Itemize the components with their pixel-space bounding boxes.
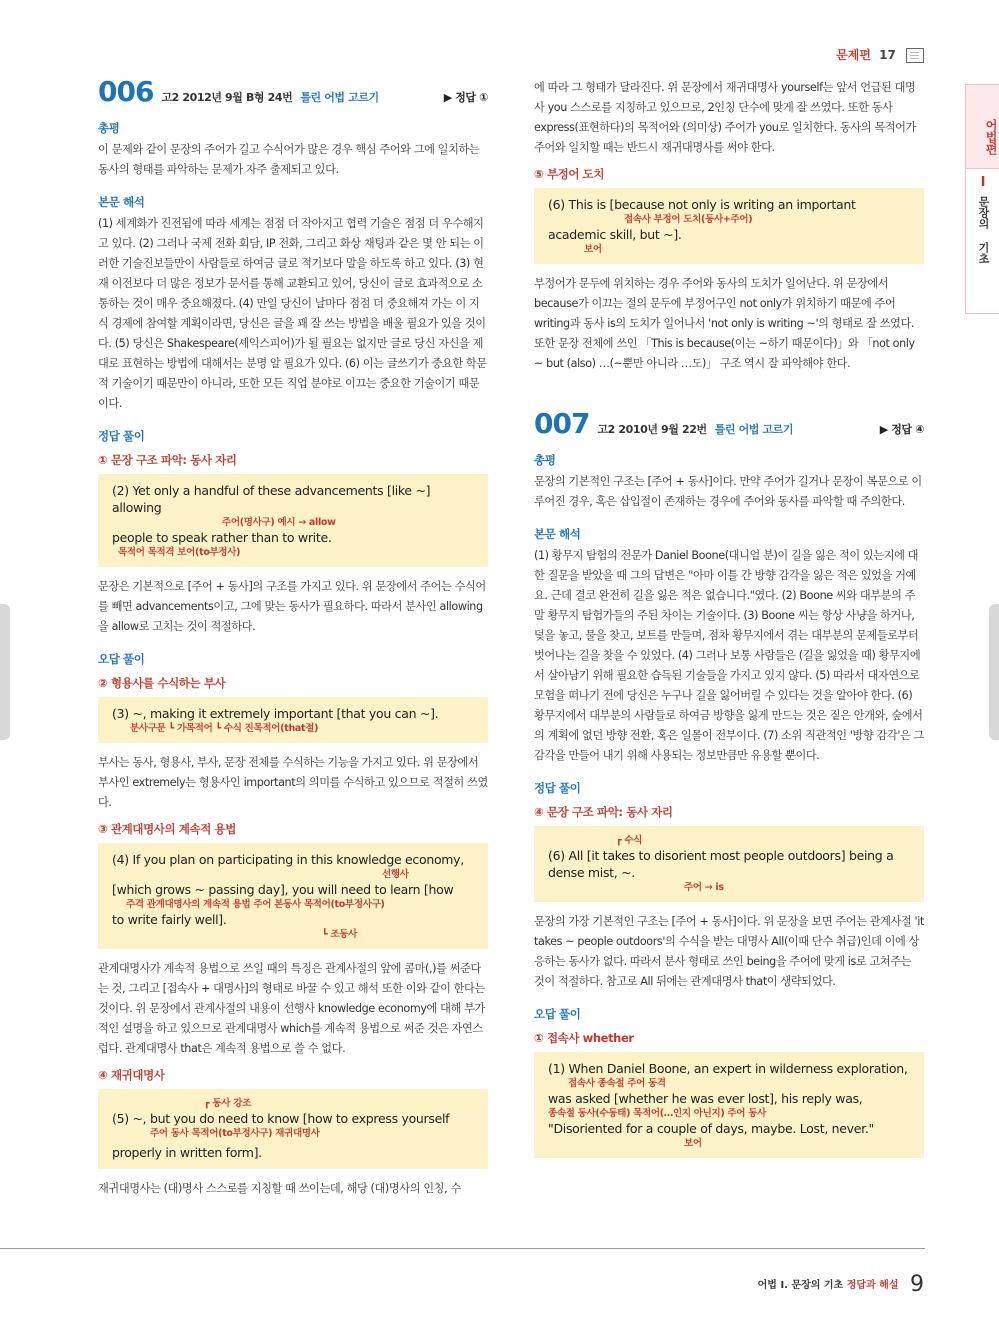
example-line: (6) All [it takes to disorient most people outdoors] being a	[548, 848, 894, 863]
example-box-7	[534, 826, 924, 902]
example-box-1	[534, 1052, 924, 1158]
w4-text-continued: 에 따라 그 형태가 달라진다. 위 문장에서 재귀대명사 yourself는 앞서 언급된 대명사 you 스스로를 지칭하고 있으므로, 2인칭 단수에 맞게 잘 쓰였다. 또한 동사 express(표현하다)의 목적어와 (의미상) 주어가 you로 일치한다. 동사의 목적어가 주어와 일치할 때는 반드시 재귀대명사를 써야 한다.	[534, 81, 916, 154]
example-labels: 주어 동사 목적어(to부정사구) 재귀대명사	[150, 1128, 320, 1139]
example-labels: 분사구문 ┗ 가목적어 ┗ 수식 진목적어(that절)	[130, 723, 319, 734]
example-line: "Disoriented for a couple of days, maybe. Lost, never."	[548, 1121, 874, 1136]
w5-text: 부정어가 문두에 위치하는 경우 주어와 동사의 도치가 일어난다. 위 문장에서 because가 이끄는 절의 문두에 부정어구인 not only가 위치하기 때문에 주어 writing과 동사 is의 도치가 일어나서 'not only is writing ~'의 형태로 잘 쓰였다. 또한 문장 전체에 쓰인 「This is because(이는 ~하기 때문이다)」와 「not only ~ but (also) …(~뿐만 아니라 …도)」 구조 역시 잘 파악해야 한다.	[534, 277, 915, 370]
w5-title: ⑤ 부정어 도치	[534, 167, 605, 181]
question-type: 틀린 어법 고르기	[714, 423, 794, 436]
example-labels: 목적어 목적격 보어(to부정사)	[118, 547, 241, 558]
c4-text: 문장의 가장 기본적인 구조는 [주어 + 동사]이다. 위 문장을 보면 주어는 관계사절 'it takes ~ people outdoors'의 수식을 받는 대명사 All(이때 단수 취급)인데 이에 상응하는 동사가 없다. 따라서 분사 형태로 쓰인 being을 주어에 맞게 is로 고쳐주는 것이 적절하다. 참고로 All 뒤에는 관계대명사 that이 생략되었다.	[534, 915, 924, 988]
example-line: (4) If you plan on participating in this knowledge economy,	[112, 852, 464, 867]
question-answer: ▶ 정답 ④	[879, 423, 924, 436]
example-labels: 종속절 동사(수동태) 목적어(…인지 아닌지) 주어 동사	[548, 1108, 766, 1119]
example-labels: ┗ 조동사	[322, 929, 358, 940]
footer-chapter: Ⅰ. 문장의 기초	[780, 1280, 844, 1291]
example-line: dense mist, ~.	[548, 865, 635, 880]
question-007-header	[534, 407, 924, 440]
example-labels: 주어(명사구) 예시 → allow	[222, 517, 336, 528]
wrong-title: 오답 풀이	[534, 1007, 581, 1021]
example-line: properly in written form].	[112, 1145, 262, 1160]
example-line: (5) ~, but you do need to know [how to express yourself	[112, 1111, 450, 1126]
overview-text: 이 문제와 같이 문장의 주어가 길고 수식어가 많은 경우 핵심 주어와 그에 일치하는 동사의 형태를 파악하는 문제가 자주 출제되고 있다.	[98, 143, 480, 176]
analysis-title: 본문 해석	[98, 195, 145, 209]
example-box-6	[534, 188, 924, 264]
example-line: (2) Yet only a handful of these advancements [like ~] allowing	[112, 483, 431, 515]
example-labels: ┏ 동사 강조	[204, 1098, 251, 1109]
example-labels: 주격 관계대명사의 계속적 용법 주어 본동사 목적어(to부정사구)	[126, 899, 385, 910]
footer-divider	[0, 1248, 925, 1249]
overview-text: 문장의 기본적인 구조는 [주어 + 동사]이다. 만약 주어가 길거나 문장이 복문으로 이루어진 경우, 혹은 삽입절이 존재하는 경우에 주어와 동사를 파악할 때 주의한다.	[534, 475, 922, 508]
example-line: (6) This is [because not only is writing an important	[548, 197, 856, 212]
c1-title: ① 문장 구조 파악: 동사 자리	[98, 453, 237, 467]
example-line: people to speak rather than to write.	[112, 530, 332, 545]
c4-title: ④ 문장 구조 파악: 동사 자리	[534, 805, 673, 819]
w3-text: 관계대명사가 계속적 용법으로 쓰일 때의 특징은 관계사절의 앞에 콤마(,)를 써준다는 것, 그리고 [접속사 + 대명사]의 형태로 바꿀 수 있고 해석 또한 이와 같이 한다는 것이다. 위 문장에서 관계사절의 내용이 선행사 knowledge economy에 대해 부가적인 설명을 하고 있으므로 관계대명사 which를 계속적 용법으로 써준 것은 자연스럽다. 관계대명사 that은 계속적 용법으로 쓸 수 없다.	[98, 962, 485, 1055]
question-type: 틀린 어법 고르기	[300, 91, 379, 104]
w4-text-start: 재귀대명사는 (대)명사 스스로를 지칭할 때 쓰이는데, 해당 (대)명사의 인칭, 수	[98, 1182, 461, 1195]
c1-text: 문장은 기본적으로 [주어 + 동사]의 구조를 가지고 있다. 위 문장에서 주어는 수식어를 빼면 advancements이고, 그에 맞는 동사가 필요하다. 따라서 분사인 allowing을 allow로 고치는 것이 적절하다.	[98, 580, 486, 633]
scroll-handle-right[interactable]	[989, 604, 999, 740]
w4-title: ④ 재귀대명사	[98, 1068, 165, 1082]
example-box-4	[98, 843, 488, 949]
wrong-title: 오답 풀이	[98, 652, 145, 666]
question-meta: 고2 2012년 9월 B형 24번	[161, 91, 293, 104]
header-label: 문제편	[836, 48, 871, 62]
question-number: 006	[98, 75, 154, 108]
example-labels: 보어	[584, 244, 602, 255]
question-meta: 고2 2010년 9월 22번	[597, 423, 707, 436]
question-006-header	[98, 75, 488, 108]
tab-chapter-label: 문장의 기초	[977, 196, 990, 264]
w3-title: ③ 관계대명사의 계속적 용법	[98, 822, 236, 836]
correct-title: 정답 풀이	[98, 429, 145, 443]
example-line: academic skill, but ~].	[548, 227, 682, 242]
book-icon	[906, 48, 924, 63]
overview-title: 총평	[534, 453, 556, 467]
header-page-number: 17	[879, 48, 896, 62]
tab-sentence-basics[interactable]	[965, 168, 999, 314]
w1-title: ① 접속사 whether	[534, 1031, 634, 1045]
right-column	[534, 78, 924, 1168]
example-line: was asked [whether he was ever lost], his reply was,	[548, 1091, 863, 1106]
correct-title: 정답 풀이	[534, 781, 581, 795]
w2-title: ② 형용사를 수식하는 부사	[98, 676, 226, 690]
overview-title: 총평	[98, 121, 120, 135]
example-line: [which grows ~ passing day], you will need to learn [how	[112, 882, 454, 897]
example-labels: 보어	[684, 1138, 702, 1149]
example-labels: 접속사 종속절 주어 동격	[568, 1078, 666, 1089]
footer-category: 어법	[757, 1280, 777, 1291]
example-box-5	[98, 1089, 488, 1169]
question-number: 007	[534, 407, 590, 440]
question-answer: ▶ 정답 ①	[443, 91, 488, 104]
example-labels: 접속사 부정어 도치(동사+주어)	[624, 214, 753, 225]
page-footer	[758, 1272, 924, 1297]
tab-grammar[interactable]	[965, 84, 999, 178]
example-line: (3) ~, making it extremely important [that you can ~].	[112, 706, 439, 721]
analysis-text: (1) 세계화가 진전됨에 따라 세계는 점점 더 작아지고 협력 기술은 점점 더 우수해지고 있다. (2) 그러나 국제 전화 회담, IP 전화, 그리고 화상 채팅과 같은 몇 안 되는 이러한 기술진보들만이 사람들로 하여금 글로 적기보다 말을 하도록 하고 있다. (3) 현재 이전보다 더 많은 정보가 문서를 통해 교환되고 있어, 당신이 글로 효과적으로 소통하는 것이 매우 중요해졌다. (4) 만일 당신이 날마다 점점 더 중요해져 가는 이 지식 경제에 참여할 계획이라면, 당신은 글을 꽤 잘 쓰는 방법을 배울 필요가 있을 것이다. (5) 당신은 Shakespeare(셰익스피어)가 될 필요는 없지만 글로 당신 자신을 제대로 표현하는 방법에 대해서는 분명 알 필요가 있다. (6) 이는 글쓰기가 중요한 학문적 기술이기 때문만이 아니라, 또한 모든 직업 분야로 이끄는 중요한 기술이기 때문이다.	[98, 217, 487, 410]
scroll-handle-left[interactable]	[0, 604, 10, 740]
analysis-title: 본문 해석	[534, 527, 581, 541]
left-column	[98, 75, 488, 1199]
example-box-3	[98, 697, 488, 743]
example-line: (1) When Daniel Boone, an expert in wilderness exploration,	[548, 1061, 908, 1076]
footer-suffix: 정답과 해설	[846, 1280, 899, 1291]
example-line: to write fairly well].	[112, 912, 227, 927]
example-labels: ┏ 수식	[616, 835, 643, 846]
page-header	[836, 46, 924, 63]
footer-page-number: 9	[910, 1272, 924, 1297]
example-box-2	[98, 474, 488, 567]
example-labels: 주어 → is	[684, 882, 724, 893]
analysis-text: (1) 황무지 탐험의 전문가 Daniel Boone(대니얼 분)이 길을 잃은 적이 있는지에 대한 질문을 받았을 때 그의 답변은 "아마 이틀 간 방향 감각을 잃은 적은 있었을 거예요. 근데 결코 완전히 길을 잃은 적은 없습니다."였다. (2) Boone 씨와 대부분의 주말 황무지 탐험가들의 주된 차이는 기술이다. (3) Boone 씨는 항상 사냥을 하거나, 덫을 놓고, 물을 찾고, 보트를 만들며, 점차 황무지에서 겪는 대부분의 문제들로부터 벗어나는 길을 찾을 수 있었다. (4) 그러나 보통 사람들은 (길을 잃었을 때) 황무지에서 살아남기 위해 필요한 습득된 기술들을 가지고 있지 않다. (5) 따라서 대자연으로 모험을 떠나기 전에 당신은 누구나 길을 잃어버릴 수 있다는 것을 알아야 한다. (6) 황무지에서 대부분의 사람들로 하여금 방향을 잃게 만드는 것은 짙은 안개와, 숲에서의 계획에 없던 방향 전환, 혹은 일몰이 전부이다. (7) 소위 직관적인 '방향 감각'은 그 감각을 만들어 내기 위해 사용되는 정보만큼만 유용할 뿐이다.	[534, 549, 924, 762]
tab-grammar-label: 어법편	[984, 119, 998, 155]
example-labels: 선행사	[382, 869, 409, 880]
tab-chapter-number: I	[980, 175, 986, 190]
w2-text: 부사는 동사, 형용사, 부사, 문장 전체를 수식하는 기능을 가지고 있다. 위 문장에서 부사인 extremely는 형용사인 important의 의미를 수식하고 있으므로 적절히 쓰였다.	[98, 756, 488, 809]
